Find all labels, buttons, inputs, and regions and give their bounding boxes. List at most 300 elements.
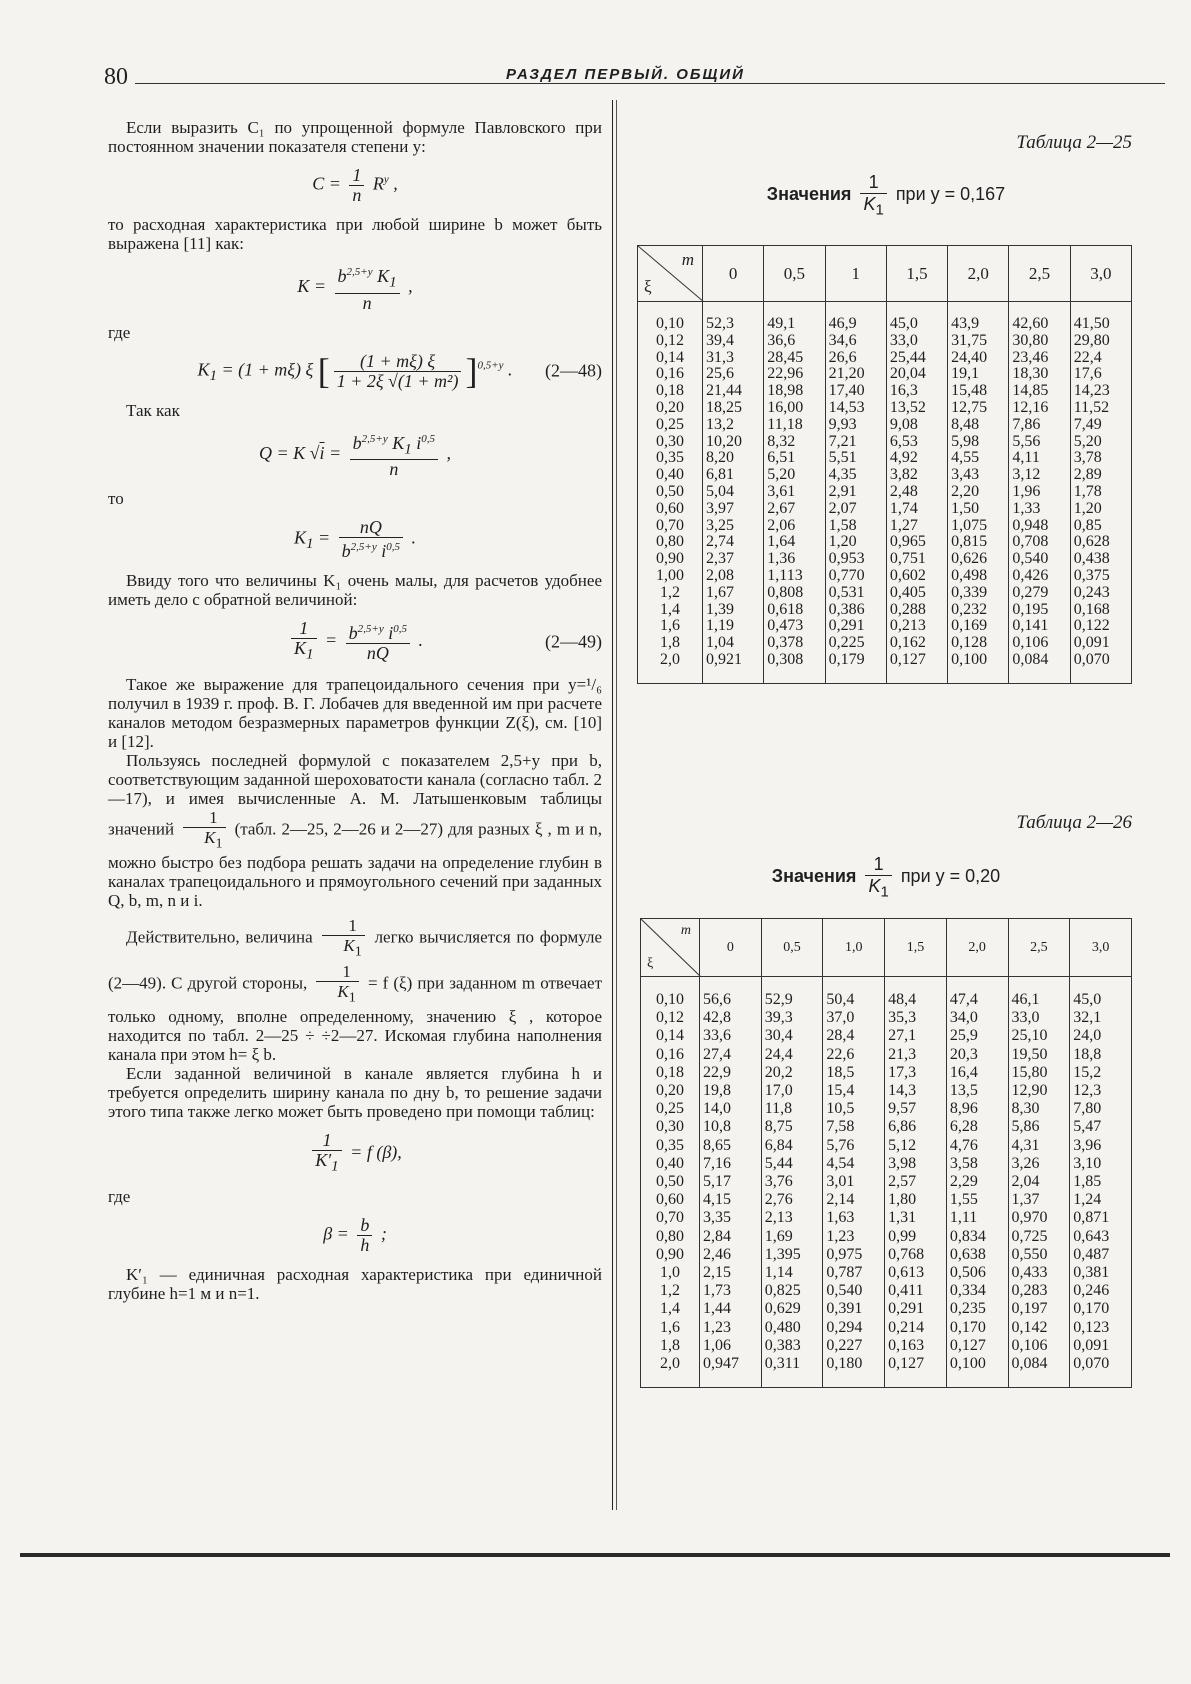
formula-k1: $K_1 = (1 + m\xi)$ ξ [ $\frac{(1 + m\xi) \xi}{\text{1 + 2ξ √(1 + m²)}}$ ]$^{0,5+y}$ . (2—48): [197, 350, 602, 391]
table1-value-cell: 0,232: [948, 602, 1009, 619]
table1-value-cell: 0,540: [1009, 551, 1070, 568]
table2-value-cell: 1,31: [885, 1209, 947, 1227]
table1-column-header: 0,5: [764, 246, 825, 302]
table2-value-cell: 0,643: [1070, 1228, 1132, 1246]
table1-value-cell: 2,06: [764, 518, 825, 535]
paragraph-5: Такое же выражение для трапецоидального сечения при y=¹/₆ получил в 1939 г. проф. В. Г. Лобачев для введенной им при расчете каналов методом безразмерных параметров функции Z(ξ), см. [10] и [12].: [108, 674, 602, 751]
table1-xi-cell: 1,6: [638, 618, 703, 635]
table1-value-cell: 0,084: [1009, 652, 1070, 683]
table2-value-cell: 2,15: [700, 1264, 762, 1282]
table1-value-cell: 42,60: [1009, 302, 1070, 333]
table-row: [641, 1009, 1132, 1027]
table2-value-cell: 0,99: [885, 1228, 947, 1246]
table2-corner-xi: ξ: [647, 956, 654, 971]
table2-value-cell: 12,3: [1070, 1082, 1132, 1100]
table1-column-header: 1,5: [886, 246, 947, 302]
table2-value-cell: 18,5: [823, 1064, 885, 1082]
table2-value-cell: 4,31: [1008, 1137, 1070, 1155]
table1-xi-cell: 0,90: [638, 551, 703, 568]
table2-value-cell: 1,37: [1008, 1191, 1070, 1209]
table2-value-cell: 0,123: [1070, 1319, 1132, 1337]
table1-value-cell: 2,08: [703, 568, 764, 585]
table2-value-cell: 22,9: [700, 1064, 762, 1082]
table1-value-cell: 4,35: [825, 467, 886, 484]
table2-xi-cell: 1,0: [641, 1264, 700, 1282]
table1-value-cell: 2,74: [703, 534, 764, 551]
table2-value-cell: 25,9: [946, 1027, 1008, 1045]
formula-reciprocal: $\frac{1}{K_1}$ = $\frac{b^{2,5+y} i^{0,5}}{nQ}$ . (2—49): [108, 619, 602, 665]
table2-value-cell: 19,50: [1008, 1046, 1070, 1064]
table1-value-cell: 14,23: [1070, 383, 1131, 400]
table1-value-cell: 13,2: [703, 417, 764, 434]
table1-value-cell: 1,36: [764, 551, 825, 568]
table2-value-cell: 3,10: [1070, 1155, 1132, 1173]
table2-value-cell: 1,85: [1070, 1173, 1132, 1191]
table2-value-cell: 6,84: [761, 1137, 823, 1155]
table1-value-cell: 7,49: [1070, 417, 1131, 434]
table1-value-cell: 0,106: [1009, 635, 1070, 652]
table1-value-cell: 15,48: [948, 383, 1009, 400]
paragraph-1: Если выразить C₁ по упрощенной формуле Павловского при постоянном значении показателя степени y:: [108, 118, 602, 156]
table-row: [638, 518, 1132, 535]
table2-xi-cell: 0,50: [641, 1173, 700, 1191]
table1-value-cell: 1,075: [948, 518, 1009, 535]
table2-value-cell: 1,14: [761, 1264, 823, 1282]
table1-value-cell: 20,04: [886, 366, 947, 383]
table2-value-cell: 56,6: [700, 977, 762, 1010]
table2-column-header: 1,0: [823, 919, 885, 977]
table2-value-cell: 3,96: [1070, 1137, 1132, 1155]
table-row: [641, 1282, 1132, 1300]
table2-value-cell: 4,15: [700, 1191, 762, 1209]
table1-value-cell: 24,40: [948, 350, 1009, 367]
table1-value-cell: 10,20: [703, 434, 764, 451]
paragraph-9: K′₁ — единичная расходная характеристика при единичной глубине h=1 м и n=1.: [108, 1264, 602, 1303]
table1-xi-cell: 2,0: [638, 652, 703, 683]
table2-value-cell: 0,825: [761, 1282, 823, 1300]
table1-value-cell: 22,96: [764, 366, 825, 383]
table1-xi-cell: 0,18: [638, 383, 703, 400]
paragraph-3: Так как: [126, 400, 180, 420]
table2-value-cell: 0,383: [761, 1337, 823, 1355]
table2-value-cell: 0,180: [823, 1355, 885, 1388]
table1-xi-cell: 0,20: [638, 400, 703, 417]
table1-value-cell: 0,243: [1070, 585, 1131, 602]
table2-corner-m: m: [680, 923, 691, 938]
table1-value-cell: 0,100: [948, 652, 1009, 683]
table-row: [641, 1155, 1132, 1173]
table2-value-cell: 34,0: [946, 1009, 1008, 1027]
table1-value-cell: 18,25: [703, 400, 764, 417]
table1-value-cell: 29,80: [1070, 333, 1131, 350]
table1-value-cell: 18,98: [764, 383, 825, 400]
table1-value-cell: 1,04: [703, 635, 764, 652]
table1-value-cell: 0,386: [825, 602, 886, 619]
table1-value-cell: 0,405: [886, 585, 947, 602]
table1-value-cell: 25,6: [703, 366, 764, 383]
table1-value-cell: 36,6: [764, 333, 825, 350]
table2-value-cell: 1,23: [700, 1319, 762, 1337]
table2-value-cell: 0,629: [761, 1300, 823, 1318]
table2-value-cell: 35,3: [885, 1009, 947, 1027]
column-divider: [612, 100, 613, 1510]
table1-value-cell: 45,0: [886, 302, 947, 333]
table2-value-cell: 0,291: [885, 1300, 947, 1318]
table1-value-cell: 1,74: [886, 501, 947, 518]
table1-value-cell: 0,291: [825, 618, 886, 635]
table-row: [638, 450, 1132, 467]
table1-xi-cell: 1,00: [638, 568, 703, 585]
table1-xi-cell: 0,50: [638, 484, 703, 501]
table1-value-cell: 1,20: [1070, 501, 1131, 518]
table1-value-cell: 0,339: [948, 585, 1009, 602]
table-row: [638, 434, 1132, 451]
table2-value-cell: 10,5: [823, 1100, 885, 1118]
table1-xi-cell: 0,25: [638, 417, 703, 434]
table-row: [638, 551, 1132, 568]
table1-title-suffix: при y = 0,167: [895, 184, 1006, 205]
table1-value-cell: 0,127: [886, 652, 947, 683]
table1-value-cell: 5,04: [703, 484, 764, 501]
table2-column-header: 2,0: [946, 919, 1008, 977]
table2-value-cell: 0,294: [823, 1319, 885, 1337]
table1-value-cell: 28,45: [764, 350, 825, 367]
table2-value-cell: 28,4: [823, 1027, 885, 1045]
table1-xi-cell: 0,80: [638, 534, 703, 551]
table-row: [641, 1173, 1132, 1191]
table2-value-cell: 2,84: [700, 1228, 762, 1246]
table2-value-cell: 0,091: [1070, 1337, 1132, 1355]
table2-value-cell: 0,506: [946, 1264, 1008, 1282]
table1-value-cell: 0,378: [764, 635, 825, 652]
table1-value-cell: 49,1: [764, 302, 825, 333]
table2-value-cell: 0,550: [1008, 1246, 1070, 1264]
table2-value-cell: 45,0: [1070, 977, 1132, 1010]
table1-value-cell: 46,9: [825, 302, 886, 333]
table1-value-cell: 14,85: [1009, 383, 1070, 400]
table2-value-cell: 5,12: [885, 1137, 947, 1155]
table-row: [638, 366, 1132, 383]
table2-value-cell: 1,24: [1070, 1191, 1132, 1209]
table1-title: Значения $\frac{1}{K_1}$ при y = 0,167: [766, 172, 1006, 219]
table2-value-cell: 0,283: [1008, 1282, 1070, 1300]
table2-value-cell: 1,395: [761, 1246, 823, 1264]
table-row: [641, 1118, 1132, 1136]
table1-corner-header: [638, 246, 703, 302]
table2-value-cell: 27,4: [700, 1046, 762, 1064]
table1-value-cell: 17,40: [825, 383, 886, 400]
table-row: [638, 652, 1132, 683]
table2-value-cell: 15,2: [1070, 1064, 1132, 1082]
table1-value-cell: 1,78: [1070, 484, 1131, 501]
paragraph-6-part-b: (табл. 2—25, 2—26 и 2—27) для разных ξ , m и n, можно быстро без подбора решать задачи на определение глубин в каналах трапецоидального и прямоугольного сечений при заданных Q, b, m, n и i.: [108, 819, 602, 911]
table2-value-cell: 0,227: [823, 1337, 885, 1355]
table1-value-cell: 0,708: [1009, 534, 1070, 551]
paragraph-6: Пользуясь последней формулой с показателем 2,5+y при b, соответствующим заданной шероховатости канала (согласно табл. 2—17), и имея вычисленные А. М. Латышенковым таблицы значений $\frac{1}{K_1}$ (табл. 2—25, 2—26 и 2—27) для разных ξ , m и n, можно быстро без подбора решать задачи на определение глубин в каналах трапецоидального и прямоугольного сечений при заданных Q, b, m, n и i.: [108, 750, 602, 911]
table2-column-header: 2,5: [1008, 919, 1070, 977]
table1-value-cell: 0,626: [948, 551, 1009, 568]
table2-value-cell: 16,4: [946, 1064, 1008, 1082]
table1-column-header: 3,0: [1070, 246, 1131, 302]
table1-xi-cell: 0,70: [638, 518, 703, 535]
table1-value-cell: 0,195: [1009, 602, 1070, 619]
table2-value-cell: 0,725: [1008, 1228, 1070, 1246]
table1-column-header: 2,5: [1009, 246, 1070, 302]
table2-value-cell: 37,0: [823, 1009, 885, 1027]
table2-value-cell: 14,3: [885, 1082, 947, 1100]
table2-value-cell: 7,16: [700, 1155, 762, 1173]
table2-value-cell: 0,214: [885, 1319, 947, 1337]
formula-k1-inverse: $K_1$ = $\frac{nQ}{b^{2,5+y} i^{0,5}}$ .: [294, 517, 416, 562]
table2-value-cell: 2,76: [761, 1191, 823, 1209]
table2-value-cell: 1,44: [700, 1300, 762, 1318]
table2-title-suffix: при y = 0,20: [900, 866, 1001, 887]
table1-value-cell: 1,67: [703, 585, 764, 602]
table-row: [641, 1100, 1132, 1118]
table2-xi-cell: 0,40: [641, 1155, 700, 1173]
table1-value-cell: 1,96: [1009, 484, 1070, 501]
table1-value-cell: 4,92: [886, 450, 947, 467]
table2-value-cell: 0,540: [823, 1282, 885, 1300]
table2-value-cell: 3,58: [946, 1155, 1008, 1173]
table-row: [641, 1355, 1132, 1388]
table1-value-cell: 0,308: [764, 652, 825, 683]
table-row: [638, 635, 1132, 652]
table1-value-cell: 0,279: [1009, 585, 1070, 602]
table2-value-cell: 2,57: [885, 1173, 947, 1191]
table2-xi-cell: 0,10: [641, 977, 700, 1010]
table1-value-cell: 41,50: [1070, 302, 1131, 333]
table1-value-cell: 2,91: [825, 484, 886, 501]
table1-xi-cell: 1,4: [638, 602, 703, 619]
table2-value-cell: 42,8: [700, 1009, 762, 1027]
table1-xi-cell: 0,16: [638, 366, 703, 383]
table1-value-cell: 0,602: [886, 568, 947, 585]
paragraph-7: Действительно, величина $\frac{1}{K_1}$ легко вычисляется по формуле (2—49). С другой стороны, $\frac{1}{K_1}$ = f (ξ) при заданном m отвечает только одному, вполне определенному, значению ξ , которое находится по табл. 2—25 ÷ ÷2—27. Искомая глубина наполнения канала при этом h= ξ b.: [108, 916, 603, 1064]
table2-xi-cell: 1,6: [641, 1319, 700, 1337]
table2-value-cell: 11,8: [761, 1100, 823, 1118]
paragraph-7-part-a: Действительно, величина: [126, 927, 313, 947]
table1-value-cell: 0,751: [886, 551, 947, 568]
formula-beta-function: $\frac{1}{K'_1}$ = f (β),: [108, 1131, 602, 1177]
table1-value-cell: 52,3: [703, 302, 764, 333]
table2-value-cell: 0,163: [885, 1337, 947, 1355]
table-row: [638, 602, 1132, 619]
table1-value-cell: 3,82: [886, 467, 947, 484]
table2-xi-cell: 1,8: [641, 1337, 700, 1355]
table1-value-cell: 0,168: [1070, 602, 1131, 619]
table1-value-cell: 33,0: [886, 333, 947, 350]
table2-value-cell: 17,0: [761, 1082, 823, 1100]
table2-value-cell: 50,4: [823, 977, 885, 1010]
table1-value-cell: 25,44: [886, 350, 947, 367]
table-row: [638, 383, 1132, 400]
table-row: [641, 977, 1132, 1010]
table1-value-cell: 3,43: [948, 467, 1009, 484]
table2-value-cell: 8,96: [946, 1100, 1008, 1118]
table2-value-cell: 20,2: [761, 1064, 823, 1082]
table-row: [638, 568, 1132, 585]
table2-xi-cell: 2,0: [641, 1355, 700, 1388]
table2-value-cell: 0,787: [823, 1264, 885, 1282]
table1-value-cell: 0,438: [1070, 551, 1131, 568]
table2-value-cell: 8,75: [761, 1118, 823, 1136]
table1-value-cell: 18,30: [1009, 366, 1070, 383]
table1-value-cell: 34,6: [825, 333, 886, 350]
table-row: [641, 1264, 1132, 1282]
table2-value-cell: 0,480: [761, 1319, 823, 1337]
table2-value-cell: 1,73: [700, 1282, 762, 1300]
table1-xi-cell: 0,60: [638, 501, 703, 518]
table1-value-cell: 30,80: [1009, 333, 1070, 350]
table1-value-cell: 4,55: [948, 450, 1009, 467]
table-row: [638, 417, 1132, 434]
table1-xi-cell: 0,40: [638, 467, 703, 484]
table-row: [641, 1082, 1132, 1100]
table2-value-cell: 0,970: [1008, 1209, 1070, 1227]
table-row: [641, 1246, 1132, 1264]
table2-xi-cell: 0,25: [641, 1100, 700, 1118]
table2-xi-cell: 0,18: [641, 1064, 700, 1082]
table2-value-cell: 17,3: [885, 1064, 947, 1082]
table1-value-cell: 5,98: [948, 434, 1009, 451]
table2-corner-header: [641, 919, 700, 977]
table1-corner-xi: ξ: [644, 277, 652, 296]
table2-value-cell: 0,197: [1008, 1300, 1070, 1318]
table2-xi-cell: 1,4: [641, 1300, 700, 1318]
table2-value-cell: 0,311: [761, 1355, 823, 1388]
table1-value-cell: 26,6: [825, 350, 886, 367]
table1-value-cell: 6,81: [703, 467, 764, 484]
table1-value-cell: 2,48: [886, 484, 947, 501]
table1-value-cell: 0,179: [825, 652, 886, 683]
table2-value-cell: 52,9: [761, 977, 823, 1010]
table1-value-cell: 0,498: [948, 568, 1009, 585]
table1-value-cell: 0,225: [825, 635, 886, 652]
table1-value-cell: 1,33: [1009, 501, 1070, 518]
table2-value-cell: 20,3: [946, 1046, 1008, 1064]
table1-value-cell: 6,51: [764, 450, 825, 467]
table1-value-cell: 0,128: [948, 635, 1009, 652]
table1-value-cell: 0,948: [1009, 518, 1070, 535]
table1-column-header: 0: [703, 246, 764, 302]
table2-value-cell: 27,1: [885, 1027, 947, 1045]
table1-value-cell: 1,27: [886, 518, 947, 535]
table2-value-cell: 0,127: [885, 1355, 947, 1388]
table2-value-cell: 32,1: [1070, 1009, 1132, 1027]
table2-value-cell: 0,638: [946, 1246, 1008, 1264]
table1-value-cell: 2,07: [825, 501, 886, 518]
table1-value-cell: 0,288: [886, 602, 947, 619]
table1-value-cell: 14,53: [825, 400, 886, 417]
table2-xi-cell: 0,16: [641, 1046, 700, 1064]
table1: [637, 245, 1132, 684]
page-number: 80: [104, 64, 128, 90]
table1-value-cell: 0,953: [825, 551, 886, 568]
table1-xi-cell: 0,35: [638, 450, 703, 467]
table1-value-cell: 0,375: [1070, 568, 1131, 585]
table1-value-cell: 9,93: [825, 417, 886, 434]
table2-value-cell: 33,0: [1008, 1009, 1070, 1027]
table2-value-cell: 2,46: [700, 1246, 762, 1264]
table1-column-header: 2,0: [948, 246, 1009, 302]
table2-column-header: 0: [700, 919, 762, 977]
table2-xi-cell: 1,2: [641, 1282, 700, 1300]
table1-value-cell: 5,20: [1070, 434, 1131, 451]
table1-value-cell: 0,965: [886, 534, 947, 551]
table1-value-cell: 13,52: [886, 400, 947, 417]
table2-value-cell: 5,76: [823, 1137, 885, 1155]
table-row: [638, 302, 1132, 333]
table1-value-cell: 31,3: [703, 350, 764, 367]
table2-value-cell: 0,487: [1070, 1246, 1132, 1264]
table2-value-cell: 3,01: [823, 1173, 885, 1191]
table2-value-cell: 30,4: [761, 1027, 823, 1045]
table2-column-header: 0,5: [761, 919, 823, 977]
table2-value-cell: 4,76: [946, 1137, 1008, 1155]
table1-value-cell: 0,122: [1070, 618, 1131, 635]
table2-value-cell: 0,084: [1008, 1355, 1070, 1388]
table2-value-cell: 1,69: [761, 1228, 823, 1246]
table2-value-cell: 8,30: [1008, 1100, 1070, 1118]
table-row: [641, 1319, 1132, 1337]
where-label-2: где: [108, 1186, 131, 1206]
table2-value-cell: 4,54: [823, 1155, 885, 1173]
table2-value-cell: 2,29: [946, 1173, 1008, 1191]
table1-column-header: 1: [825, 246, 886, 302]
table1-value-cell: 7,86: [1009, 417, 1070, 434]
table1-value-cell: 16,3: [886, 383, 947, 400]
table1-value-cell: 3,61: [764, 484, 825, 501]
table1-value-cell: 0,426: [1009, 568, 1070, 585]
table2-value-cell: 0,334: [946, 1282, 1008, 1300]
table2-value-cell: 18,8: [1070, 1046, 1132, 1064]
table1-value-cell: 3,25: [703, 518, 764, 535]
table1-value-cell: 0,808: [764, 585, 825, 602]
paragraph-4: Ввиду того что величины K₁ очень малы, для расчетов удобнее иметь дело с обратной величиной:: [108, 571, 602, 610]
table1-value-cell: 17,6: [1070, 366, 1131, 383]
table1-value-cell: 5,56: [1009, 434, 1070, 451]
table2-value-cell: 0,381: [1070, 1264, 1132, 1282]
table2-column-header: 3,0: [1070, 919, 1132, 977]
table2-value-cell: 0,768: [885, 1246, 947, 1264]
table1-value-cell: 1,113: [764, 568, 825, 585]
table1-value-cell: 4,11: [1009, 450, 1070, 467]
table1-value-cell: 11,52: [1070, 400, 1131, 417]
table1-value-cell: 5,20: [764, 467, 825, 484]
table2-value-cell: 7,80: [1070, 1100, 1132, 1118]
table1-value-cell: 22,4: [1070, 350, 1131, 367]
table-row: [641, 1300, 1132, 1318]
table2-value-cell: 0,975: [823, 1246, 885, 1264]
table2-value-cell: 24,4: [761, 1046, 823, 1064]
table-row: [638, 400, 1132, 417]
table1-value-cell: 8,20: [703, 450, 764, 467]
table1-value-cell: 0,213: [886, 618, 947, 635]
table2-caption: Таблица 2—26: [1016, 812, 1132, 833]
table2-value-cell: 0,834: [946, 1228, 1008, 1246]
table2-value-cell: 0,170: [1070, 1300, 1132, 1318]
table2-value-cell: 1,23: [823, 1228, 885, 1246]
table2-value-cell: 14,0: [700, 1100, 762, 1118]
paragraph-6-part-a: Пользуясь последней формулой с показателем 2,5+y при b, соответствующим заданной шероховатости канала (согласно табл. 2—17), и имея вычисленные А. М. Латышенковым таблицы значений: [108, 750, 602, 839]
table1-value-cell: 0,531: [825, 585, 886, 602]
table-row: [638, 467, 1132, 484]
table2-value-cell: 3,76: [761, 1173, 823, 1191]
table2-value-cell: 1,55: [946, 1191, 1008, 1209]
table1-value-cell: 0,141: [1009, 618, 1070, 635]
paragraph-2: то расходная характеристика при любой ширине b может быть выражена [11] как:: [108, 215, 602, 253]
